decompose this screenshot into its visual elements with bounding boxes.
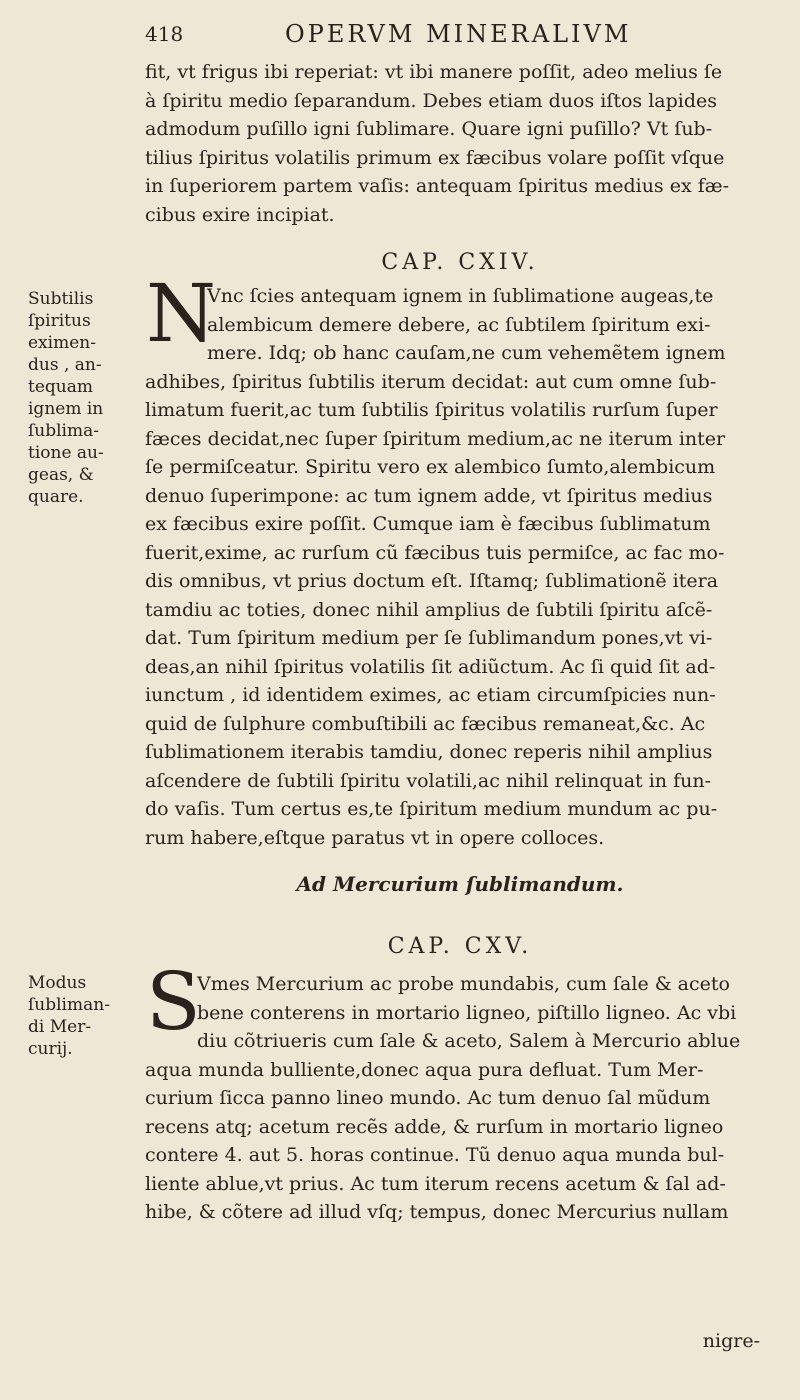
margin-line: curij.: [28, 1039, 73, 1059]
text-line: contere 4. aut 5. horas continue. Tũ denuo aqua munda bul-: [145, 1144, 725, 1166]
text-line: cibus exire incipiat.: [145, 203, 335, 226]
text-line: denuo ſuperimpone: ac tum ignem adde, vt ſpiritus medius: [145, 484, 713, 507]
margin-line: Subtilis: [28, 289, 94, 309]
text-line: dat. Tum ſpiritum medium per ſe ſublimandum pones,vt vi-: [145, 627, 713, 649]
page-number: 418: [145, 22, 184, 46]
text-line: do vaſis. Tum certus es,te ſpiritum medium mundum ac pu-: [145, 798, 718, 820]
text-line: diu cõtriueris cum ſale & aceto, Salem à Mercurio ablue: [197, 1030, 741, 1052]
margin-note-2: [28, 972, 123, 1060]
text-line: à ſpiritu medio ſeparandum. Debes etiam duos iſtos lapides: [145, 89, 718, 112]
margin-line: ignem in: [28, 399, 104, 419]
text-line: ſe permiſceatur. Spiritu vero ex alembico ſumto,alembicum: [145, 456, 716, 478]
text-line: hibe, & cõtere ad illud vſq; tempus, donec Mercurius nullam: [145, 1201, 729, 1223]
text-line: alembicum demere debere, ac ſubtilem ſpiritum exi-: [207, 313, 711, 336]
drop-cap-s: S: [146, 955, 201, 1048]
text-line: liente ablue,vt prius. Ac tum iterum recens acetum & ſal ad-: [145, 1172, 726, 1195]
drop-cap-n: N: [146, 267, 216, 360]
text-line: adhibes, ſpiritus ſubtilis iterum decidat: aut cum omne ſub-: [145, 370, 717, 393]
text-line: mere. Idq; ob hanc cauſam,ne cum vehemẽtem ignem: [207, 342, 726, 364]
chapter-heading-114: CAP. CXIV.: [381, 250, 539, 275]
text-line: bene conterens in mortario ligneo, piſtillo ligneo. Ac vbi: [197, 1001, 737, 1024]
margin-line: di Mer-: [28, 1017, 92, 1037]
text-line: Vnc ſcies antequam ignem in ſublimatione augeas,te: [207, 285, 714, 307]
text-line: aſcendere de ſubtili ſpiritu volatili,ac nihil relinquat in fun-: [145, 769, 712, 792]
chapter-114-text: [145, 282, 775, 852]
text-line: aqua munda bulliente,donec aqua pura defluat. Tum Mer-: [145, 1058, 704, 1081]
text-line: rum habere,eſtque paratus vt in opere colloces.: [145, 826, 605, 849]
margin-line: ſublima-: [28, 421, 99, 441]
margin-line: dus , an-: [28, 355, 102, 375]
margin-line: ſpiritus: [28, 311, 91, 331]
text-line: ex fæcibus exire poſſit. Cumque iam è fæcibus ſublimatum: [145, 513, 711, 535]
section-subtitle: Ad Mercurium ſublimandum.: [296, 872, 624, 896]
margin-line: tequam: [28, 377, 93, 397]
text-line: in ſuperiorem partem vaſis: antequam ſpiritus medius ex fæ-: [145, 175, 730, 197]
text-line: tamdiu ac toties, donec nihil amplius de ſubtili ſpiritu aſcẽ-: [145, 598, 713, 621]
text-line: quid de ſulphure combuſtibili ac fæcibus remaneat,&c. Ac: [145, 712, 706, 735]
running-title: OPERVM MINERALIVM: [285, 20, 632, 48]
text-line: tilius ſpiritus volatilis primum ex fæcibus volare poſſit vſque: [145, 146, 725, 169]
text-line: ſublimationem iterabis tamdiu, donec reperis nihil amplius: [145, 741, 713, 763]
margin-note-1: [28, 288, 123, 508]
text-line: iunctum , id identidem eximes, ac etiam circumſpicies nun-: [145, 684, 716, 706]
text-line: deas,an nihil ſpiritus volatilis ſit adiũctum. Ac ſi quid ſit ad-: [145, 655, 716, 678]
top-paragraph: [145, 58, 775, 229]
text-line: dis omnibus, vt prius doctum eſt. Iſtamq; ſublimationẽ itera: [145, 570, 719, 592]
margin-line: Modus: [28, 973, 87, 993]
text-line: fit, vt frigus ibi reperiat: vt ibi manere poſſit, adeo melius ſe: [145, 61, 723, 83]
text-line: curium ſicca panno lineo mundo. Ac tum denuo ſal mũdum: [145, 1087, 711, 1109]
page-header: [145, 20, 685, 52]
text-line: Vmes Mercurium ac probe mundabis, cum ſale & aceto: [197, 973, 730, 995]
text-line: admodum puſillo igni ſublimare. Quare igni puſillo? Vt ſub-: [145, 118, 713, 140]
margin-line: quare.: [28, 487, 84, 507]
margin-line: eximen-: [28, 333, 96, 353]
margin-line: tione au-: [28, 443, 104, 463]
catchword: nigre-: [702, 1330, 760, 1352]
text-line: recens atq; acetum recẽs adde, & rurſum in mortario ligneo: [145, 1115, 724, 1138]
chapter-115-text: [145, 970, 775, 1227]
text-line: limatum fuerit,ac tum ſubtilis ſpiritus volatilis rurſum ſuper: [145, 399, 718, 421]
margin-line: ſubliman-: [28, 995, 110, 1015]
chapter-heading-115: CAP. CXV.: [387, 934, 533, 959]
text-line: fuerit,exime, ac rurſum cũ fæcibus tuis permiſce, ac fac mo-: [145, 541, 725, 564]
margin-line: geas, &: [28, 465, 94, 485]
text-line: fæces decidat,nec ſuper ſpiritum medium,ac ne iterum inter: [145, 427, 726, 450]
